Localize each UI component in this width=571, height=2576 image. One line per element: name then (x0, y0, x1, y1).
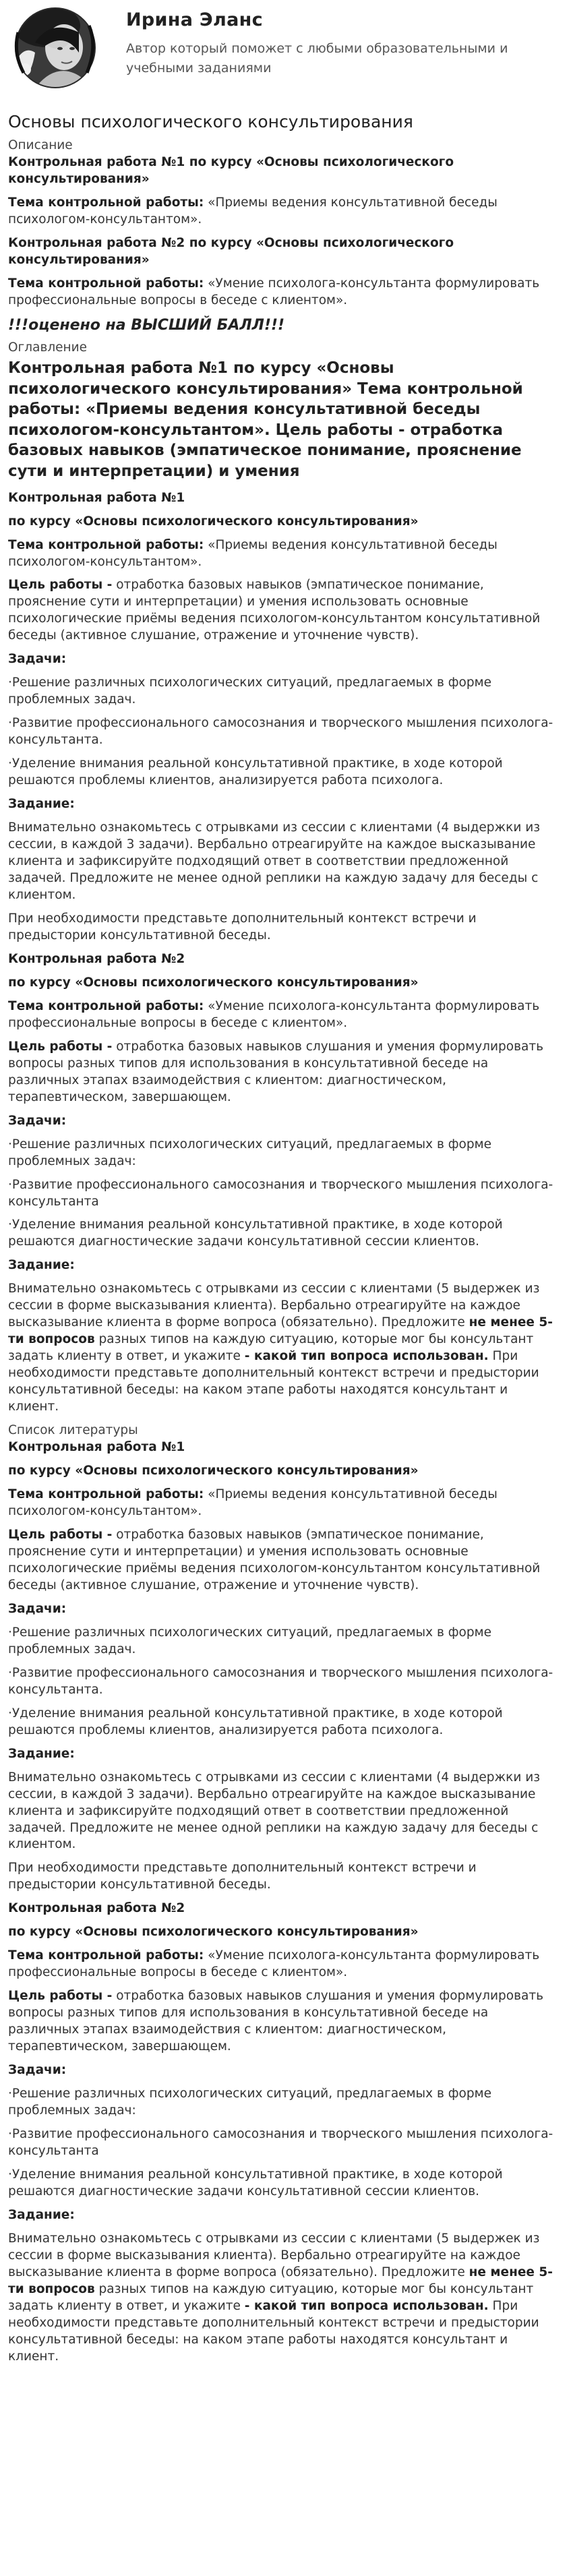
bib-work2 (8, 1900, 558, 2365)
assignment-emphasis: не менее 5-ти вопросов (8, 2265, 553, 2296)
work1-course: по курсу «Основы психологического консультирования» (8, 514, 419, 529)
bibliography-label: Список литературы (8, 1423, 138, 1438)
goal-text: отработка базовых навыков слушания и умения формулировать вопросы разных типов для использования в консультативной беседе на различных этапах взаимодействия с клиентом: диагностическом, терапевтическом, завершающем. (8, 1989, 544, 2054)
summary-work2-title: Контрольная работа №2 по курсу «Основы психологического консультирования» (8, 235, 454, 267)
author-photo-icon (11, 5, 99, 93)
work1-assignment-label: Задание: (8, 1746, 75, 1761)
theme-label: Тема контрольной работы: (8, 1948, 204, 1963)
assignment-emphasis: - какой тип вопроса использован. (244, 2298, 489, 2313)
author-info (126, 5, 558, 78)
theme-label: Тема контрольной работы: (8, 195, 204, 210)
work1-assignment-label: Задание: (8, 797, 75, 812)
work1-title: Контрольная работа №1 (8, 1440, 185, 1455)
work1-title: Контрольная работа №1 (8, 490, 185, 505)
list-item: · Развитие профессионального самосознания и творческого мышления психолога-консультанта (8, 2126, 558, 2160)
assignment-part: Внимательно ознакомьтесь с отрывками из сессии с клиентами (5 выдержек из сессии в форме высказывания клиента). Вербально отреагируйте на каждое высказывание клиента в форме вопроса (обязательно). Предложите (8, 2231, 540, 2279)
work1-tasks-label: Задачи: (8, 1601, 67, 1616)
assignment-part: Внимательно ознакомьтесь с отрывками из сессии с клиентами (5 выдержек из сессии в форме высказывания клиента). Вербально отреагируйте на каждое высказывание клиента в форме вопроса (обязательно). Предложите (8, 1282, 540, 1330)
theme-label: Тема контрольной работы: (8, 537, 204, 552)
assignment-emphasis: не менее 5-ти вопросов (8, 1315, 553, 1347)
theme-text: «Умение психолога-консультанта формулировать профессиональные вопросы в беседе с клиентом». (8, 276, 540, 307)
work2-goal (8, 1988, 558, 2056)
list-item: · Уделение внимания реальной консультативной практике, в ходе которой решаются проблемы клиентов, анализируется работа психолога. (8, 1706, 558, 1739)
work2-theme (8, 1948, 558, 1981)
list-item: · Развитие профессионального самосознания и творческого мышления психолога-консультанта. (8, 715, 558, 749)
summary (8, 154, 558, 309)
theme-text: «Умение психолога-консультанта формулировать профессиональные вопросы в беседе с клиентом». (8, 1948, 540, 1980)
summary-work1-theme (8, 195, 558, 229)
author-name[interactable]: Ирина Эланс (126, 9, 263, 30)
theme-text: «Приемы ведения консультативной беседы психологом-консультантом». (8, 1487, 498, 1518)
goal-text: отработка базовых навыков (эмпатическое понимание, прояснение сути и интерпретации) и умения использовать основные психологические приёмы ведения психологом-консультантом консультативной беседы (активное слушание, отражение и уточнение чувств). (8, 1527, 541, 1592)
work2-assignment-text (8, 2231, 558, 2366)
goal-label: Цель работы - (8, 578, 113, 593)
summary-work2-theme (8, 276, 558, 309)
list-item: · Решение различных психологических ситуаций, предлагаемых в форме проблемных задач. (8, 1625, 558, 1658)
work2-assignment-label: Задание: (8, 2207, 75, 2222)
assignment-part: При необходимости представьте дополнительный контекст встречи и предыстории консультативной беседы: на каком этапе работы находятся консультант и клиент. (8, 2298, 539, 2364)
work2-course: по курсу «Основы психологического консультирования» (8, 975, 419, 990)
list-item: · Решение различных психологических ситуаций, предлагаемых в форме проблемных задач: (8, 1137, 558, 1170)
toc-work2 (8, 951, 558, 1416)
assignment-part: При необходимости представьте дополнительный контекст встречи и предыстории консультативной беседы: на каком этапе работы находятся консультант и клиент. (8, 1349, 539, 1414)
author-header (8, 0, 558, 107)
work2-course: по курсу «Основы психологического консультирования» (8, 1925, 419, 1940)
toc-work1 (8, 490, 558, 945)
bib-work1 (8, 1439, 558, 1894)
theme-text: «Приемы ведения консультативной беседы психологом-консультантом». (8, 537, 498, 569)
work1-theme (8, 1487, 558, 1520)
work2-theme (8, 998, 558, 1032)
work2-assignment-text (8, 1281, 558, 1416)
goal-label: Цель работы - (8, 1527, 113, 1542)
theme-label: Тема контрольной работы: (8, 276, 204, 291)
goal-text: отработка базовых навыков слушания и умения формулировать вопросы разных типов для использования в консультативной беседе на различных этапах взаимодействия с клиентом: диагностическом, терапевтическом, завершающем. (8, 1039, 544, 1104)
list-item: · Развитие профессионального самосознания и творческого мышления психолога-консультанта. (8, 1665, 558, 1699)
list-item: · Решение различных психологических ситуаций, предлагаемых в форме проблемных задач. (8, 675, 558, 709)
work1-extra-text: При необходимости представьте дополнительный контекст встречи и предыстории консультативной беседы. (8, 911, 477, 942)
theme-label: Тема контрольной работы: (8, 998, 204, 1013)
work1-assignment-text: Внимательно ознакомьтесь с отрывками из сессии с клиентами (4 выдержки из сессии, в каждой 3 задачи). Вербально отреагируйте на каждое высказывание клиента и зафиксируйте подходящий ответ в соответствии предложенной задачей. Предложите не менее одной реплики на каждую задачу для беседы с клиентом. (8, 820, 541, 902)
author-description: Автор который поможет с любыми образовательными и учебными заданиями (126, 41, 508, 76)
work2-assignment-label: Задание: (8, 1258, 75, 1273)
work1-tasks-label: Задачи: (8, 652, 67, 667)
work2-title: Контрольная работа №2 (8, 1901, 185, 1916)
goal-text: отработка базовых навыков (эмпатическое понимание, прояснение сути и интерпретации) и умения использовать основные психологические приёмы ведения психологом-консультантом консультативной беседы (активное слушание, отражение и уточнение чувств). (8, 578, 541, 643)
work2-goal (8, 1039, 558, 1106)
assignment-part: разных типов на каждую ситуацию, которые мог бы консультант задать клиенту в ответ, и укажите (8, 2281, 534, 2313)
work1-theme (8, 537, 558, 571)
rating-banner: !!!оценено на ВЫСШИЙ БАЛЛ!!! (8, 317, 285, 334)
work1-extra-text: При необходимости представьте дополнительный контекст встречи и предыстории консультативной беседы. (8, 1861, 477, 1892)
work1-course: по курсу «Основы психологического консультирования» (8, 1464, 419, 1478)
work1-goal (8, 577, 558, 645)
assignment-emphasis: - какой тип вопроса использован. (244, 1349, 489, 1364)
list-item: · Развитие профессионального самосознания и творческого мышления психолога-консультанта (8, 1177, 558, 1211)
assignment-part: разных типов на каждую ситуацию, которые мог бы консультант задать клиенту в ответ, и укажите (8, 1332, 534, 1364)
list-item: · Уделение внимания реальной консультативной практике, в ходе которой решаются проблемы клиентов, анализируется работа психолога. (8, 756, 558, 789)
work1-goal (8, 1527, 558, 1594)
theme-text: «Приемы ведения консультативной беседы психологом-консультантом». (8, 195, 498, 227)
avatar[interactable] (11, 5, 99, 93)
work2-title: Контрольная работа №2 (8, 951, 185, 966)
toc-label: Оглавление (8, 340, 88, 355)
list-item: · Решение различных психологических ситуаций, предлагаемых в форме проблемных задач: (8, 2086, 558, 2120)
goal-label: Цель работы - (8, 1039, 113, 1054)
theme-label: Тема контрольной работы: (8, 1487, 204, 1502)
work2-tasks-label: Задачи: (8, 1113, 67, 1128)
document-title: Основы психологического консультирования (8, 112, 413, 131)
list-item: · Уделение внимания реальной консультативной практике, в ходе которой решаются диагностические задачи консультативной сессии клиентов. (8, 2167, 558, 2200)
work2-tasks-label: Задачи: (8, 2063, 67, 2078)
work1-assignment-text: Внимательно ознакомьтесь с отрывками из сессии с клиентами (4 выдержки из сессии, в каждой 3 задачи). Вербально отреагируйте на каждое высказывание клиента и зафиксируйте подходящий ответ в соответствии предложенной задачей. Предложите не менее одной реплики на каждую задачу для беседы с клиентом. (8, 1770, 541, 1852)
theme-text: «Умение психолога-консультанта формулировать профессиональные вопросы в беседе с клиентом». (8, 998, 540, 1030)
description-label: Описание (8, 138, 73, 152)
summary-work1-title: Контрольная работа №1 по курсу «Основы психологического консультирования» (8, 154, 454, 186)
toc-heading: Контрольная работа №1 по курсу «Основы психологического консультирования» Тема контрольной работы: «Приемы ведения консультативной беседы психологом-консультантом». Цель работы - отработка базовых навыков (эмпатическое понимание, прояснение сути и интерпретации) и умения (8, 359, 523, 481)
list-item: · Уделение внимания реальной консультативной практике, в ходе которой решаются диагностические задачи консультативной сессии клиентов. (8, 1217, 558, 1251)
goal-label: Цель работы - (8, 1989, 113, 2004)
